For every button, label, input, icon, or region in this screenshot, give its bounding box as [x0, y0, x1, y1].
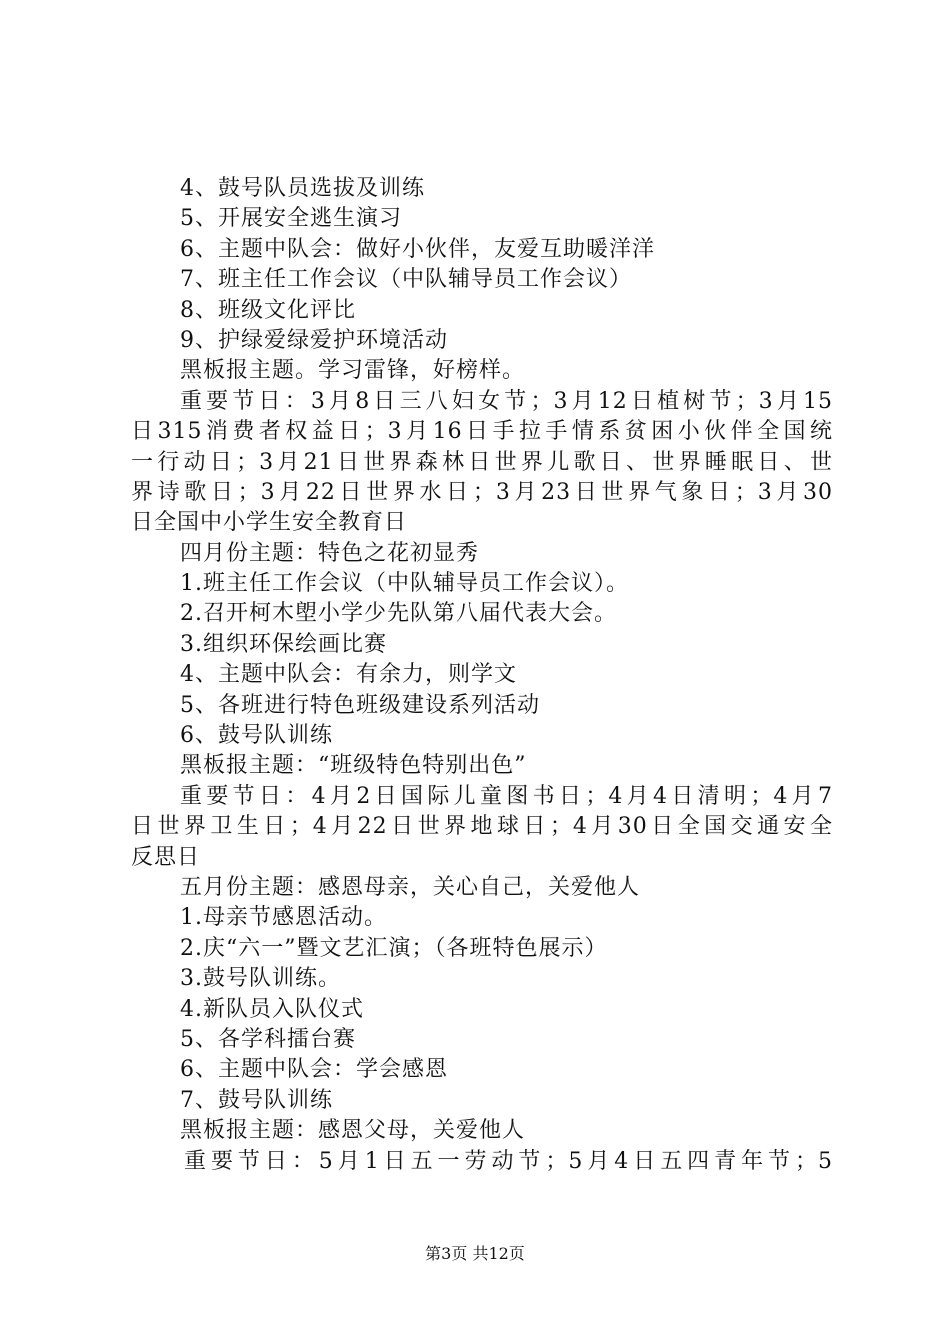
text-line: 日315消费者权益日；3月16日手拉手情系贫困小伙伴全国统: [131, 419, 833, 445]
text-line: 3.鼓号队训练。: [180, 966, 341, 992]
document-body: [0, 174, 950, 1177]
text-line: 日世界卫生日；4月22日世界地球日；4月30日全国交通安全: [131, 814, 833, 840]
text-line: 重要节日：4月2日国际儿童图书日；4月4日清明；4月7: [180, 783, 833, 809]
text-line: 黑板报主题。学习雷锋，好榜样。: [180, 358, 526, 384]
text-line: 1.班主任工作会议（中队辅导员工作会议）。: [180, 571, 629, 597]
text-line: 重要节日：5月1日五一劳动节；5月4日五四青年节；5: [184, 1148, 833, 1174]
text-line: 1.母亲节感恩活动。: [180, 905, 387, 931]
text-line: 6、鼓号队训练: [180, 723, 333, 749]
text-line: 日全国中小学生安全教育日: [131, 510, 408, 536]
text-line: 5、各学科擂台赛: [180, 1026, 356, 1052]
text-line: 6、主题中队会：学会感恩: [180, 1057, 448, 1083]
text-line: 3.组织环保绘画比赛: [180, 631, 387, 657]
text-line: 黑板报主题：感恩父母，关爱他人: [180, 1118, 526, 1144]
text-line: 界诗歌日；3月22日世界水日；3月23日世界气象日；3月30: [131, 479, 833, 505]
text-line: 9、护绿爱绿爱护环境活动: [180, 327, 448, 353]
text-line: 4、主题中队会：有余力，则学文: [180, 662, 517, 688]
text-line: 反思日: [131, 844, 201, 870]
text-line: 2.庆“六一”暨文艺汇演；（各班特色展示）: [180, 935, 608, 961]
text-line: 一行动日；3月21日世界森林日世界儿歌日、世界睡眠日、世: [131, 449, 833, 475]
text-line: 2.召开柯木塱小学少先队第八届代表大会。: [180, 601, 617, 627]
text-line: 5、各班进行特色班级建设系列活动: [180, 692, 540, 718]
text-line: 7、鼓号队训练: [180, 1087, 333, 1113]
text-line: 五月份主题：感恩母亲，关心自己，关爱他人: [180, 874, 641, 900]
text-line: 四月份主题：特色之花初显秀: [180, 540, 480, 566]
page-number-footer: 第3页 共12页: [425, 1244, 525, 1263]
text-line: 重要节日：3月8日三八妇女节；3月12日植树节；3月15: [180, 388, 833, 414]
text-line: 5、开展安全逃生演习: [180, 206, 402, 232]
text-line: 8、班级文化评比: [180, 297, 356, 323]
text-line: 6、主题中队会：做好小伙伴，友爱互助暖洋洋: [180, 236, 655, 262]
text-line: 4.新队员入队仪式: [180, 996, 364, 1022]
text-line: 4、鼓号队员选拔及训练: [180, 176, 425, 201]
text-line: 黑板报主题：“班级特色特别出色”: [180, 753, 527, 779]
text-line: 7、班主任工作会议（中队辅导员工作会议）: [180, 267, 632, 293]
